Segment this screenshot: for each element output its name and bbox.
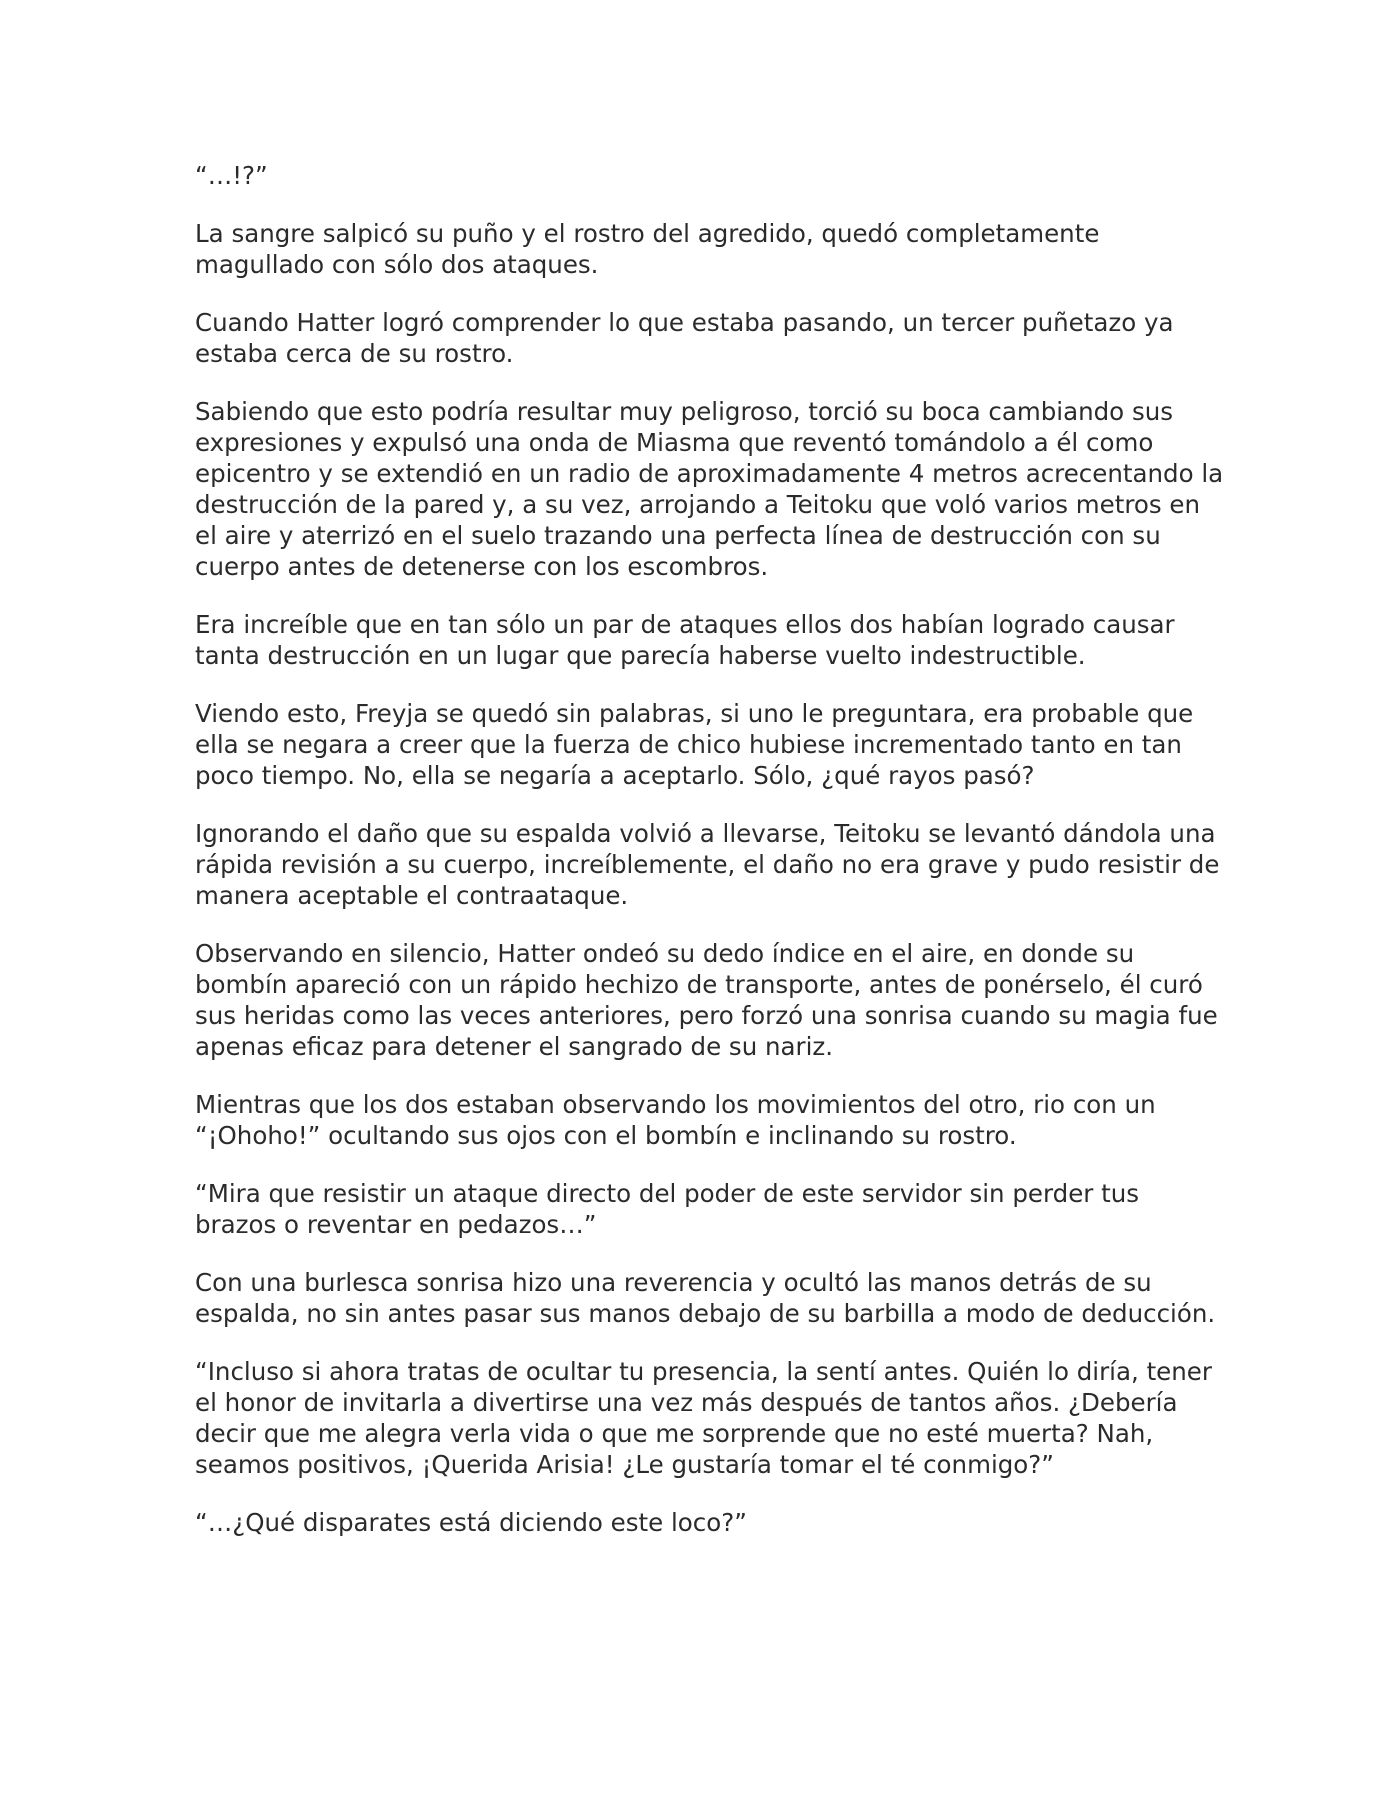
paragraph: Ignorando el daño que su espalda volvió a llevarse, Teitoku se levantó dándola una rápida revisión a su cuerpo, increíblemente, el daño no era grave y pudo resistir de manera aceptable el contraataque. [195, 819, 1220, 910]
paragraph: La sangre salpicó su puño y el rostro del agredido, quedó completamente magullado con sólo dos ataques. [195, 219, 1100, 279]
paragraph: Sabiendo que esto podría resultar muy peligroso, torció su boca cambiando sus expresiones y expulsó una onda de Miasma que reventó tomándolo a él como epicentro y se extendió en un radio de aproximadamente 4 metros acrecentando la destrucción de la pared y, a su vez, arrojando a Teitoku que voló varios metros en el aire y aterrizó en el suelo trazando una perfecta línea de destrucción con su cuerpo antes de detenerse con los escombros. [195, 397, 1224, 581]
document-body [195, 160, 1225, 1565]
paragraph: Mientras que los dos estaban observando los movimientos del otro, rio con un “¡Ohoho!” ocultando sus ojos con el bombín e inclinando su rostro. [195, 1090, 1156, 1150]
paragraph: “Mira que resistir un ataque directo del poder de este servidor sin perder tus brazos o reventar en pedazos…” [195, 1179, 1140, 1239]
paragraph: Con una burlesca sonrisa hizo una reverencia y ocultó las manos detrás de su espalda, no sin antes pasar sus manos debajo de su barbilla a modo de deducción. [195, 1268, 1216, 1328]
paragraph: Era increíble que en tan sólo un par de ataques ellos dos habían logrado causar tanta destrucción en un lugar que parecía haberse vuelto indestructible. [195, 610, 1175, 670]
paragraph: Observando en silencio, Hatter ondeó su dedo índice en el aire, en donde su bombín apareció con un rápido hechizo de transporte, antes de ponérselo, él curó sus heridas como las veces anteriores, pero forzó una sonrisa cuando su magia fue apenas eficaz para detener el sangrado de su nariz. [195, 939, 1218, 1061]
paragraph: “…¿Qué disparates está diciendo este loco?” [195, 1508, 747, 1537]
paragraph: Viendo esto, Freyja se quedó sin palabras, si uno le preguntara, era probable que ella se negara a creer que la fuerza de chico hubiese incrementado tanto en tan poco tiempo. No, ella se negaría a aceptarlo. Sólo, ¿qué rayos pasó? [195, 699, 1194, 790]
paragraph: “…!?” [195, 161, 268, 190]
paragraph: “Incluso si ahora tratas de ocultar tu presencia, la sentí antes. Quién lo diría, tener el honor de invitarla a divertirse una vez más después de tantos años. ¿Debería decir que me alegra verla vida o que me sorprende que no esté muerta? Nah, seamos positivos, ¡Querida Arisia! ¿Le gustaría tomar el té conmigo?” [195, 1357, 1212, 1479]
paragraph: Cuando Hatter logró comprender lo que estaba pasando, un tercer puñetazo ya estaba cerca de su rostro. [195, 308, 1174, 368]
